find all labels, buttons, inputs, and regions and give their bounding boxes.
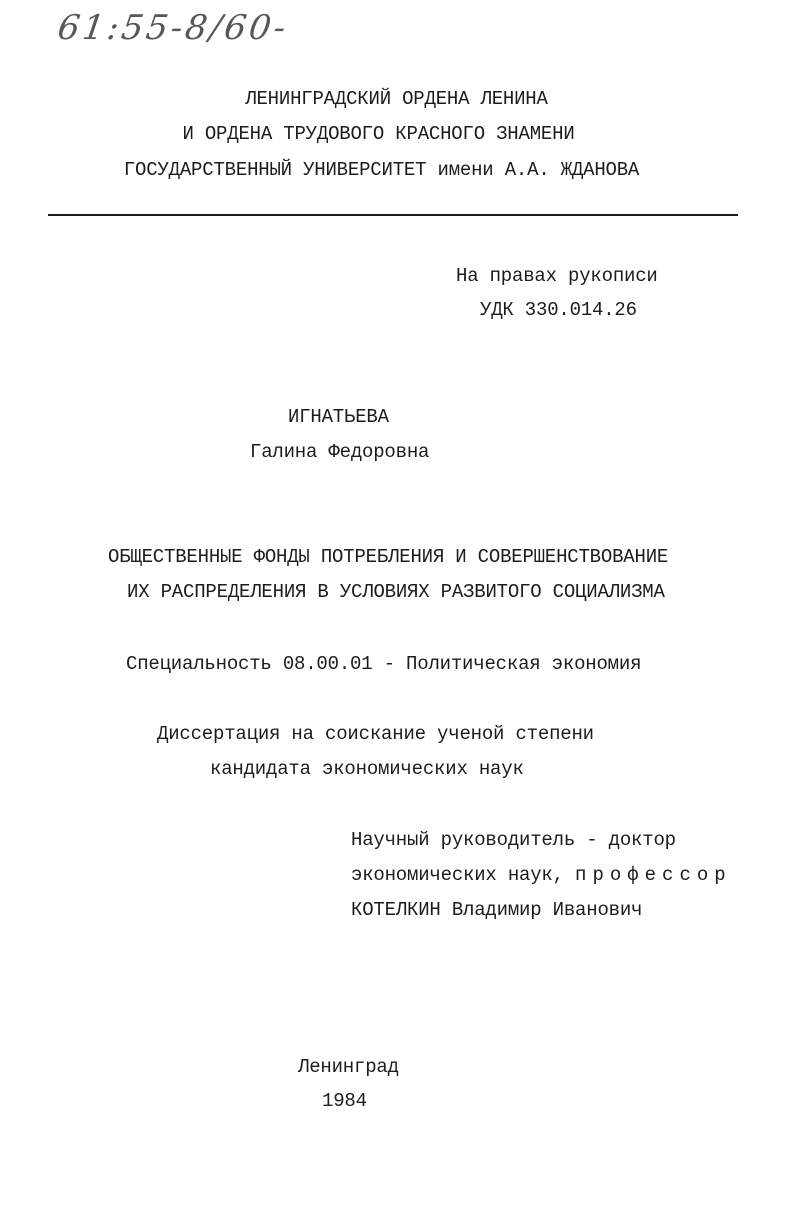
- supervisor-name: КОТЕЛКИН Владимир Иванович: [351, 899, 643, 921]
- header-line-3: ГОСУДАРСТВЕННЫЙ УНИВЕРСИТЕТ имени А.А. ЖДАНОВА: [123, 159, 640, 181]
- header-divider: [48, 214, 738, 216]
- year-label: 1984: [322, 1090, 367, 1112]
- handwritten-catalog-note: 61:55-8/60-: [55, 8, 292, 48]
- thesis-title-line-1: ОБЩЕСТВЕННЫЕ ФОНДЫ ПОТРЕБЛЕНИЯ И СОВЕРШЕНСТВОВАНИЕ: [108, 546, 669, 568]
- header-line-2: И ОРДЕНА ТРУДОВОГО КРАСНОГО ЗНАМЕНИ: [182, 123, 575, 145]
- specialty-line: Специальность 08.00.01 - Политическая экономия: [126, 653, 642, 675]
- author-surname: ИГНАТЬЕВА: [288, 406, 389, 428]
- city-label: Ленинград: [298, 1056, 399, 1078]
- supervisor-degree: экономических наук,: [351, 864, 564, 886]
- dissertation-line-1: Диссертация на соискание ученой степени: [157, 723, 594, 745]
- supervisor-line-1: Научный руководитель - доктор: [351, 829, 676, 851]
- dissertation-line-2: кандидата экономических наук: [210, 758, 524, 780]
- udc-code: УДК 330.014.26: [480, 299, 637, 321]
- supervisor-rank: профессор: [575, 864, 732, 886]
- rights-reserved-label: На правах рукописи: [456, 265, 658, 287]
- author-given-names: Галина Федоровна: [250, 441, 430, 463]
- header-line-1: ЛЕНИНГРАДСКИЙ ОРДЕНА ЛЕНИНА: [245, 88, 548, 110]
- thesis-title-line-2: ИХ РАСПРЕДЕЛЕНИЯ В УСЛОВИЯХ РАЗВИТОГО СОЦИАЛИЗМА: [127, 581, 665, 603]
- supervisor-line-2: [351, 863, 732, 887]
